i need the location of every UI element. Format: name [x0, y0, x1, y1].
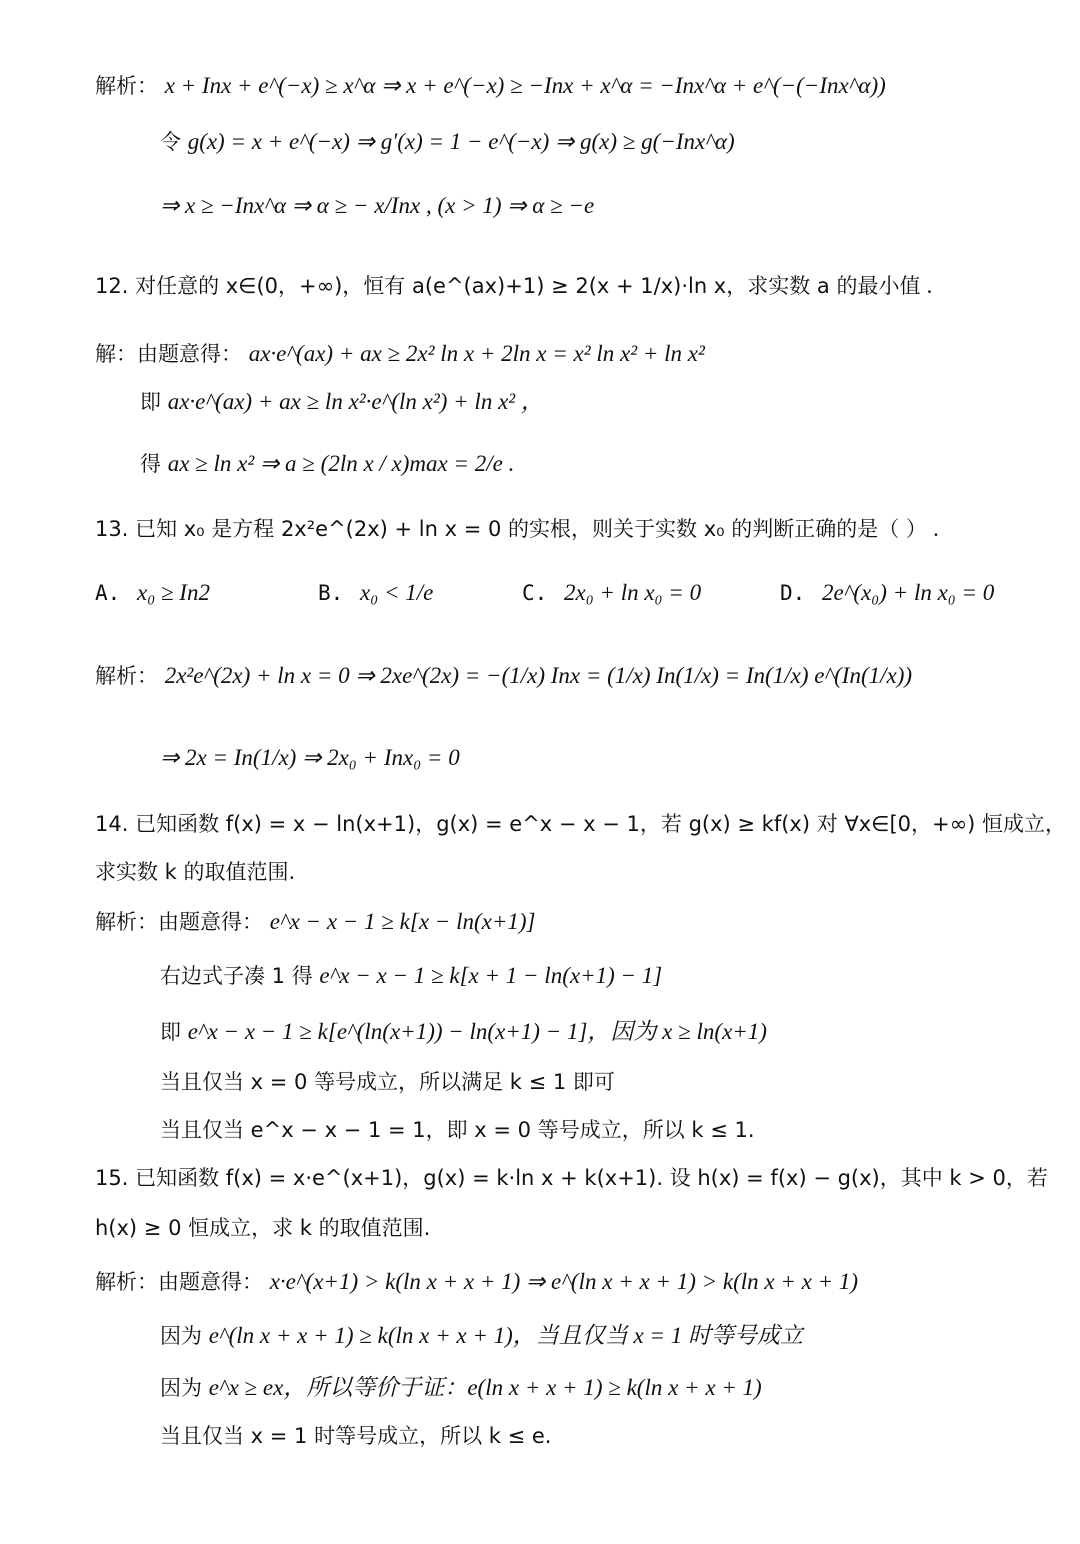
question-end: . [927, 273, 933, 298]
question-text: 13. 已知 x₀ 是方程 2x²e^(2x) + ln x = 0 的实根，则关于实数 x₀ 的判断正确的是（ ） [95, 517, 927, 541]
line-label: 解：由题意得： [95, 342, 242, 366]
line-label: 解析：由题意得： [95, 1270, 263, 1294]
option-text: 2e^(x₀) + ln x₀ = 0 [821, 580, 995, 605]
analysis-14-line-5 [160, 1118, 755, 1143]
line-label: 即 [140, 390, 161, 414]
line-math: 2x²e^(2x) + ln x = 0 ⇒ 2xe^(2x) = −(1/x) Inx = (1/x) In(1/x) = In(1/x) e^(In(1/x)) [164, 663, 913, 688]
analysis-14-line-1 [95, 908, 535, 936]
question-15 [95, 1166, 1048, 1191]
line-label: 当且仅当 e^x − x − 1 = 1，即 x = 0 等号成立，所以 k ≤ 1. [160, 1118, 755, 1142]
line-math: ⇒ x ≥ −Inx^α ⇒ α ≥ − x/Inx , (x > 1) ⇒ α ≥ −e [160, 193, 595, 218]
option-d [780, 580, 994, 606]
line-label: 右边式子凑 1 得 [160, 964, 313, 988]
analysis-15-line-4 [160, 1424, 551, 1449]
option-letter: D. [780, 581, 806, 605]
question-text: 求实数 k 的取值范围. [95, 860, 296, 884]
line-math: g(x) = x + e^(−x) ⇒ g′(x) = 1 − e^(−x) ⇒ g(x) ≥ g(−Inx^α) [187, 129, 735, 154]
line-math: ax·e^(ax) + ax ≥ 2x² ln x + 2ln x = x² ln x² + ln x² [248, 341, 705, 366]
line-label: 解析： [95, 664, 158, 688]
line-math: x + Inx + e^(−x) ≥ x^α ⇒ x + e^(−x) ≥ −Inx + x^α = −Inx^α + e^(−(−Inx^α)) [164, 73, 886, 98]
question-text: 15. 已知函数 f(x) = x·e^(x+1)，g(x) = k·ln x + k(x+1). 设 h(x) = f(x) − g(x)，其中 k > 0，若 [95, 1166, 1048, 1190]
option-letter: A. [95, 581, 121, 605]
line-math: ax·e^(ax) + ax ≥ ln x²·e^(ln x²) + ln x² ， [167, 389, 544, 414]
analysis-line-1 [95, 72, 886, 100]
option-letter: C. [522, 581, 548, 605]
option-text: 2x₀ + ln x₀ = 0 [563, 580, 702, 605]
question-13 [95, 515, 939, 543]
solution-line-1 [95, 340, 705, 368]
option-a [95, 580, 210, 606]
line-math: ⇒ 2x = In(1/x) ⇒ 2x₀ + Inx₀ = 0 [160, 745, 460, 770]
line-label: 解析：由题意得： [95, 910, 263, 934]
line-label: 当且仅当 x = 1 时等号成立，所以 k ≤ e. [160, 1424, 552, 1448]
question-text: 12. 对任意的 x∈(0，+∞)，恒有 a(e^(ax)+1) ≥ 2(x + 1/x)·ln x，求实数 a 的最小值 [95, 274, 921, 298]
solution-line-2 [140, 388, 544, 416]
analysis-14-line-4 [160, 1070, 615, 1095]
analysis-13-line-2 [160, 744, 460, 772]
option-text: x₀ ≥ In2 [136, 580, 210, 605]
analysis-15-line-3 [160, 1374, 762, 1402]
line-label: 令 [160, 130, 181, 154]
question-text: 14. 已知函数 f(x) = x − ln(x+1)，g(x) = e^x − x − 1，若 g(x) ≥ kf(x) 对 ∀x∈[0，+∞) 恒成立， [95, 812, 1066, 836]
question-12 [95, 272, 933, 300]
line-math: e^x − x − 1 ≥ k[x + 1 − ln(x+1) − 1] [319, 963, 663, 988]
question-14 [95, 812, 1066, 837]
analysis-14-line-3 [160, 1018, 767, 1046]
line-math: e^x ≥ ex，所以等价于证：e(ln x + x + 1) ≥ k(ln x + x + 1) [208, 1375, 762, 1400]
question-end: . [933, 516, 940, 541]
line-label: 得 [140, 452, 161, 476]
option-b [318, 580, 433, 606]
line-label: 因为 [160, 1324, 202, 1348]
option-text: x₀ < 1/e [359, 580, 434, 605]
line-math: ax ≥ ln x² ⇒ a ≥ (2ln x / x)max = 2/e . [167, 451, 515, 476]
analysis-13-line-1 [95, 662, 912, 690]
line-math: e^x − x − 1 ≥ k[e^(ln(x+1)) − ln(x+1) − 1]，因为 x ≥ ln(x+1) [187, 1019, 767, 1044]
analysis-line-2 [160, 128, 735, 156]
analysis-line-3 [160, 192, 594, 220]
analysis-14-line-2 [160, 962, 662, 990]
line-math: x·e^(x+1) > k(ln x + x + 1) ⇒ e^(ln x + x + 1) > k(ln x + x + 1) [269, 1269, 858, 1294]
line-label: 解析： [95, 74, 158, 98]
line-math: e^(ln x + x + 1) ≥ k(ln x + x + 1)，当且仅当 x = 1 时等号成立 [208, 1323, 803, 1348]
line-label: 当且仅当 x = 0 等号成立，所以满足 k ≤ 1 即可 [160, 1070, 615, 1094]
question-14-cont [95, 860, 295, 885]
question-15-cont [95, 1216, 430, 1241]
option-letter: B. [318, 581, 344, 605]
solution-line-3 [140, 450, 514, 478]
analysis-15-line-2 [160, 1322, 803, 1350]
analysis-15-line-1 [95, 1268, 858, 1296]
line-math: e^x − x − 1 ≥ k[x − ln(x+1)] [269, 909, 536, 934]
option-c [522, 580, 701, 606]
line-label: 因为 [160, 1376, 202, 1400]
line-label: 即 [160, 1020, 181, 1044]
question-text: h(x) ≥ 0 恒成立，求 k 的取值范围. [95, 1216, 431, 1240]
